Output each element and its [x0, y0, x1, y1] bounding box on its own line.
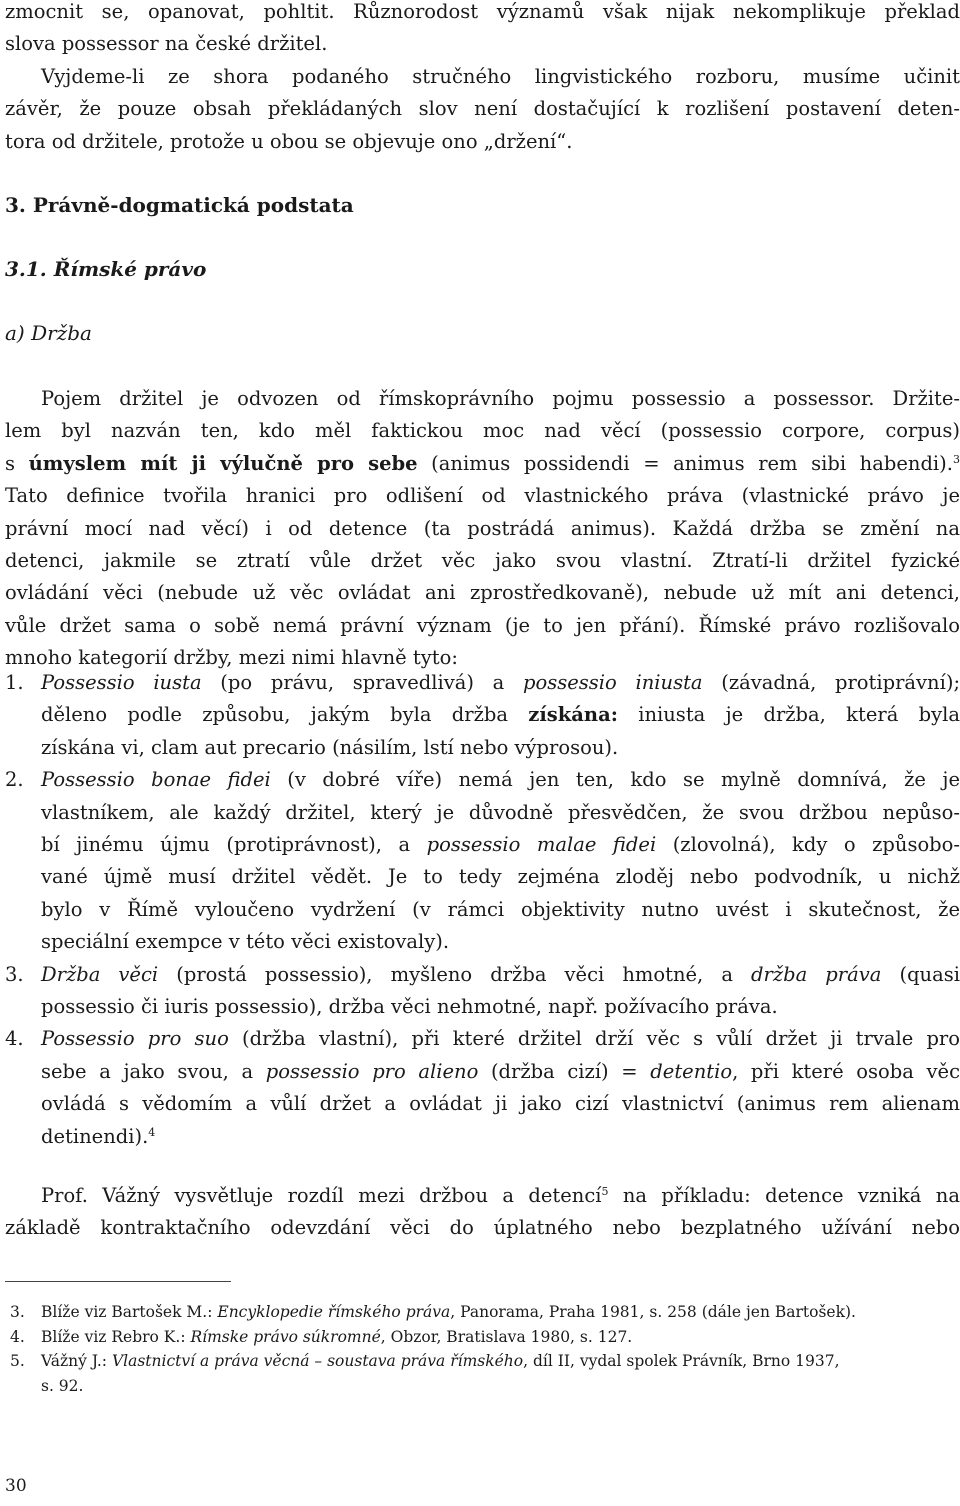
text-line: possessio či iuris possessio), držba věci nehmotné, např. požívacího práva.	[41, 995, 778, 1019]
text-line: lem byl nazván ten, kdo měl faktickou moc nad věcí (possessio corpore, corpus)	[5, 419, 960, 443]
text-line: vlastníkem, ale každý držitel, který je důvodně přesvědčen, že svou držbou nepůso-	[41, 800, 960, 824]
text-line: získána vi, clam aut precario (násilím, lstí nebo výprosou).	[41, 735, 619, 759]
list-number: 2.	[5, 768, 24, 792]
text-line: mnoho kategorií držby, mezi nimi hlavně tyto:	[5, 646, 458, 670]
text-line: detinendi).$^4$	[41, 1124, 156, 1148]
list-item	[5, 667, 960, 764]
text-line: Possessio iusta (po právu, spravedlivá) a possessio iniusta (závadná, protiprávní);	[41, 671, 960, 694]
list-number: 3.	[5, 962, 24, 986]
section-heading: 3. Právně-dogmatická podstata	[5, 193, 354, 217]
text-line: vůle držet sama o sobě nemá právní význam (je to jen přání). Římské právo rozlišovalo	[5, 613, 960, 637]
text-line: ovládá s vědomím a vůlí držet a ovládat ji jako cizí vlastnictví (animus rem alienam	[41, 1092, 960, 1116]
text-line: zmocnit se, opanovat, pohltit. Různorodost významů však nijak nekomplikuje překlad	[5, 0, 960, 23]
footnote-divider	[5, 1281, 231, 1282]
list-number: 1.	[5, 671, 24, 694]
emphasis: úmyslem mít ji výlučně pro sebe	[28, 451, 418, 475]
closing-paragraph	[5, 1180, 960, 1245]
text-line: s úmyslem mít ji výlučně pro sebe (animus possidendi = animus rem sibi habendi).$^3$	[5, 451, 960, 475]
page-number: 30	[5, 1476, 27, 1496]
text-line: právní mocí nad věcí) i od detence (ta postrádá animus). Každá držba se změní na	[5, 516, 960, 540]
text-line: Prof. Vážný vysvětluje rozdíl mezi držbou a detencí$^5$ na příkladu: detence vzniká na	[41, 1184, 960, 1207]
subsection-heading: 3.1. Římské právo	[5, 257, 207, 281]
text-line: vané újmě musí držitel vědět. Je to tedy zejména zloděj nebo podvodník, u nichž	[41, 865, 960, 889]
text-line: slova possessor na české držitel.	[5, 32, 328, 56]
text-line: Possessio pro suo (držba vlastní), při které držitel drží věc s vůlí držet ji trvale pro	[41, 1027, 960, 1051]
text-line: speciální exempce v této věci existovaly).	[41, 930, 450, 954]
text-line: Tato definice tvořila hranici pro odlišení od vlastnického práva (vlastnické právo je	[5, 484, 960, 508]
footnote-ref: 5	[601, 1185, 609, 1198]
subsubsection-heading: a) Držba	[5, 321, 92, 345]
list-item	[5, 764, 960, 958]
list-item	[5, 1023, 960, 1153]
footnote-ref: 4	[148, 1125, 156, 1139]
text-line: bylo v Římě vyloučeno vydržení (v rámci objektivity nutno uvést i skutečnost, že	[41, 897, 960, 921]
text-line: ovládání věci (nebude už věc ovládat ani zprostředkovaně), nebude už mít ani detenci,	[5, 581, 960, 605]
text-line: základě kontraktačního odevzdání věci do úplatného nebo bezplatného užívání nebo	[5, 1216, 960, 1240]
text-line: závěr, že pouze obsah překládaných slov není dostačující k rozlišení postavení deten-	[5, 97, 960, 121]
footnote: 5. Vážný J.: Vlastnictví a práva věcná – soustava práva římského, díl II, vydal spolek Právník, Brno 1937,	[10, 1352, 840, 1370]
definition-paragraph	[5, 383, 960, 675]
text-line: Držba věci (prostá possessio), myšleno držba věci hmotné, a držba práva (quasi	[41, 962, 960, 986]
list-item	[5, 959, 960, 1024]
footnote: 3. Blíže viz Bartošek M.: Encyklopedie římského práva, Panorama, Praha 1981, s. 258 (dále jen Bartošek).	[10, 1303, 856, 1321]
text-line: tora od držitele, protože u obou se objevuje ono „držení“.	[5, 129, 573, 153]
list-number: 4.	[5, 1027, 24, 1051]
text-line: Vyjdeme-li ze shora podaného stručného lingvistického rozboru, musíme učinit	[41, 64, 960, 88]
footnote: 4. Blíže viz Rebro K.: Rímske právo súkromné, Obzor, Bratislava 1980, s. 127.	[10, 1327, 633, 1346]
footnote-ref: 3	[952, 452, 960, 466]
footnote-continuation: s. 92.	[41, 1376, 84, 1395]
text-line: bí jinému újmu (protiprávnost), a possessio malae fidei (zlovolná), kdy o způsobo-	[41, 833, 960, 857]
text-line: Possessio bonae fidei (v dobré víře) nemá jen ten, kdo se mylně domnívá, že je	[41, 768, 960, 792]
text-line: děleno podle způsobu, jakým byla držba získána: iniusta je držba, která byla	[41, 703, 960, 727]
possession-categories-list	[5, 667, 960, 1153]
text-line: sebe a jako svou, a possessio pro alieno (držba cizí) = detentio, při které osoba věc	[41, 1059, 960, 1083]
text-line: detenci, jakmile se ztratí vůle držet věc jako svou vlastní. Ztratí-li držitel fyzické	[5, 549, 960, 573]
footnotes	[5, 1300, 960, 1398]
text-line: Pojem držitel je odvozen od římskoprávního pojmu possessio a possessor. Držite-	[41, 387, 960, 410]
intro-text	[5, 0, 960, 158]
